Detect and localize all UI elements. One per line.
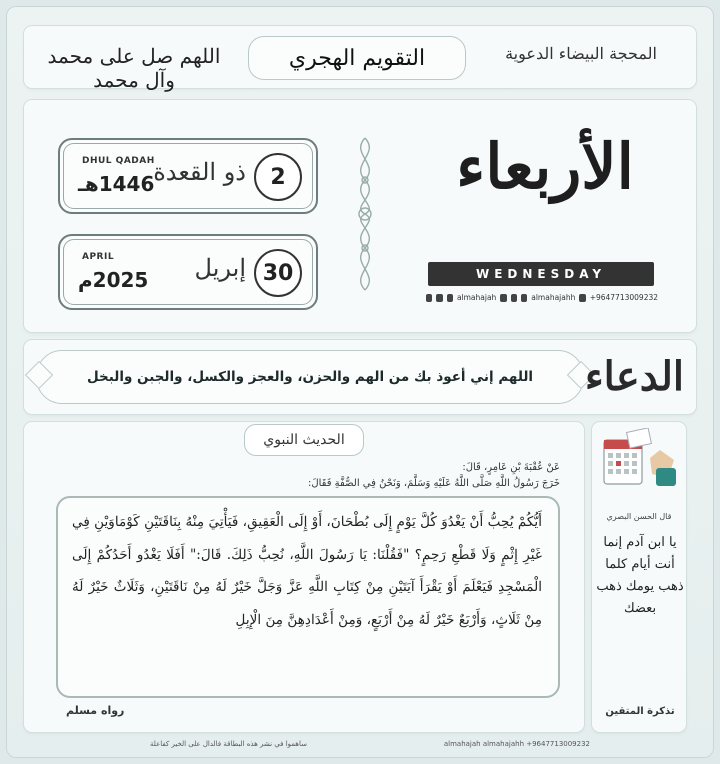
hadith-text: أَيُّكُمْ يُحِبُّ أَنْ يَغْدُوَ كُلَّ يَوْمٍ إِلَى بُطْحَانَ، أَوْ إِلَى الْعَقِيقِ، فَيَأْتِيَ مِنْهُ بِنَاقَتَيْنِ كَوْمَاوَيْنِ فِي غَيْرِ إِثْمٍ وَلَا قَطْعِ رَحِمٍ؟ "فَقُلْنَا: يَا رَسُولَ اللَّهِ، نُحِبُّ ذَلِكَ. قَالَ:" أَفَلَا يَغْدُو أَحَدُكُمْ إِلَى الْمَسْجِدِ فَيَعْلَمَ أَوْ يَقْرَأَ آيَتَيْنِ مِنْ كِتَابِ اللَّهِ عَزَّ وَجَلَّ خَيْرٌ لَهُ مِنْ نَاقَتَيْنِ، وَثَلَاثٌ خَيْرٌ لَهُ مِنْ ثَلَاثٍ، وَأَرْبَعٌ خَيْرٌ لَهُ مِنْ أَرْبَعٍ، وَمِنْ أَعْدَادِهِنَّ مِنَ الْإِبِلِ xyxy=(72,514,542,628)
whatsapp-icon[interactable] xyxy=(579,294,585,302)
dua-title: الدعاء xyxy=(584,353,684,400)
hijri-date-box xyxy=(58,138,318,214)
x-icon[interactable] xyxy=(500,294,506,302)
hadith-narrator: عَنْ عُقْبَةَ بْنِ عَامِرٍ، قَالَ: xyxy=(462,462,560,473)
facebook-icon[interactable] xyxy=(426,294,432,302)
brand-logo: المحجة البيضاء الدعوية xyxy=(505,44,657,63)
hadith-context: خَرَجَ رَسُولُ اللَّهِ صَلَّى اللَّهُ عَلَيْهِ وَسَلَّمَ، وَنَحْنُ فِي الصُّفَّةِ فَقَالَ: xyxy=(307,478,560,489)
social-handle-2[interactable]: almahajahh xyxy=(531,293,576,302)
weekday-english: WEDNESDAY xyxy=(428,262,654,286)
hadith-text-box xyxy=(56,496,560,698)
hijri-month-en: DHUL QADAH xyxy=(82,156,155,166)
telegram-icon[interactable] xyxy=(436,294,442,302)
calendar-icon xyxy=(598,428,678,490)
hadith-source: رواه مسلم xyxy=(66,704,125,717)
social-handle-1[interactable]: almahajah xyxy=(456,293,497,302)
hadith-title: الحديث النبوي xyxy=(244,424,364,456)
salawat-calligraphy: اللهم صل على محمد وآل محمد xyxy=(47,44,221,92)
footer-bar xyxy=(150,740,590,748)
footer-contacts[interactable]: almahajah almahajahh +9647713009232 xyxy=(443,740,590,748)
reminder-quote: يا ابن آدم إنما أنت أيام كلما ذهب يومك ذهب بعضك xyxy=(596,535,684,616)
weekday-arabic: الأربعاء xyxy=(456,130,634,203)
gregorian-date-box xyxy=(58,234,318,310)
youtube-icon[interactable] xyxy=(447,294,453,302)
gregorian-day: 30 xyxy=(254,249,302,297)
footer-share-text: ساهموا في نشر هذه البطاقة فالدال على الخير كفاعلة xyxy=(150,740,308,748)
dua-text: اللهم إني أعوذ بك من الهم والحزن، والعجز والكسل، والجبن والبخل xyxy=(86,369,534,385)
instagram-icon[interactable] xyxy=(521,294,527,302)
gregorian-year: 2025م xyxy=(78,268,149,292)
quote-attribution: قال الحسن البصري xyxy=(606,512,672,521)
hijri-day: 2 xyxy=(254,153,302,201)
phone-number[interactable]: +9647713009232 xyxy=(589,293,659,302)
reminder-footer: تذكرة المتقين xyxy=(605,706,675,717)
hijri-year: 1446هـ xyxy=(78,172,155,196)
gregorian-month-en: APRIL xyxy=(82,252,115,262)
ornament-divider xyxy=(340,134,390,294)
gregorian-month-ar: إبريل xyxy=(194,254,246,282)
hijri-month-ar: ذو القعدة xyxy=(153,158,246,186)
social-links xyxy=(426,293,658,302)
page-title: التقويم الهجري xyxy=(248,36,466,80)
dua-box xyxy=(36,350,584,404)
tiktok-icon[interactable] xyxy=(511,294,517,302)
